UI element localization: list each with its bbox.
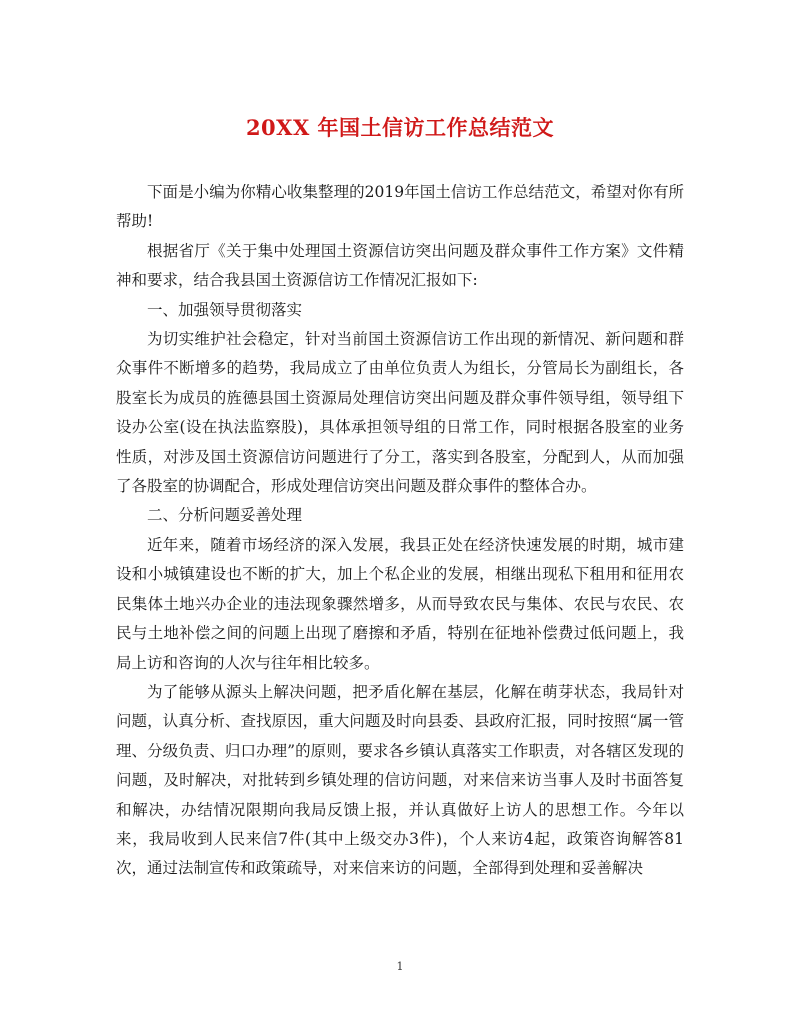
- background-paragraph: 根据省厅《关于集中处理国土资源信访突出问题及群众事件工作方案》文件精神和要求，结合我县国土资源信访工作情况汇报如下:: [116, 241, 684, 290]
- body-paragraph: 为切实维护社会稳定，针对当前国土资源信访工作出现的新情况、新问题和群众事件不断增多的趋势，我局成立了由单位负责人为组长，分管局长为副组长，各股室长为成员的旌德县国土资源局处理信访突出问题及群众事件领导组，领导组下设办公室(设在执法监察股)，具体承担领导组的日常工作，同时根据各股室的业务性质，对涉及国土资源信访问题进行了分工，落实到各股室，分配到人，从而加强了各股室的协调配合，形成处理信访突出问题及群众事件的整体合办。: [116, 330, 684, 496]
- document-title: 20XX 年国土信访工作总结范文: [245, 115, 555, 140]
- intro-paragraph: 下面是小编为你精心收集整理的2019年国土信访工作总结范文，希望对你有所帮助!: [116, 183, 684, 231]
- section-heading-2: 二、分析问题妥善处理: [147, 506, 303, 525]
- body-paragraph: 近年来，随着市场经济的深入发展，我县正处在经济快速发展的时期，城市建设和小城镇建设也不断的扩大，加上个私企业的发展，相继出现私下租用和征用农民集体土地兴办企业的违法现象骤然增多，从而导致农民与集体、农民与农民、农民与土地补偿之间的问题上出现了磨擦和矛盾，特别在征地补偿费过低问题上，我局上访和咨询的人次与往年相比较多。: [116, 535, 684, 672]
- body-paragraph: 为了能够从源头上解决问题，把矛盾化解在基层，化解在萌芽状态，我局针对问题，认真分析、查找原因，重大问题及时向县委、县政府汇报，同时按照“属一管理、分级负责、归口办理”的原则，要求各乡镇认真落实工作职责，对各辖区发现的问题，及时解决，对批转到乡镇处理的信访问题，对来信来访当事人及时书面答复和解决，办结情况限期向我局反馈上报，并认真做好上访人的思想工作。今年以来，我局收到人民来信7件(其中上级交办3件)，个人来访4起，政策咨询解答81次，通过法制宣传和政策疏导，对来信来访的问题，全部得到处理和妥善解决: [116, 682, 684, 878]
- page-number: 1: [396, 960, 404, 973]
- section-heading-1: 一、加强领导贯彻落实: [147, 300, 303, 319]
- document-body: [116, 178, 684, 884]
